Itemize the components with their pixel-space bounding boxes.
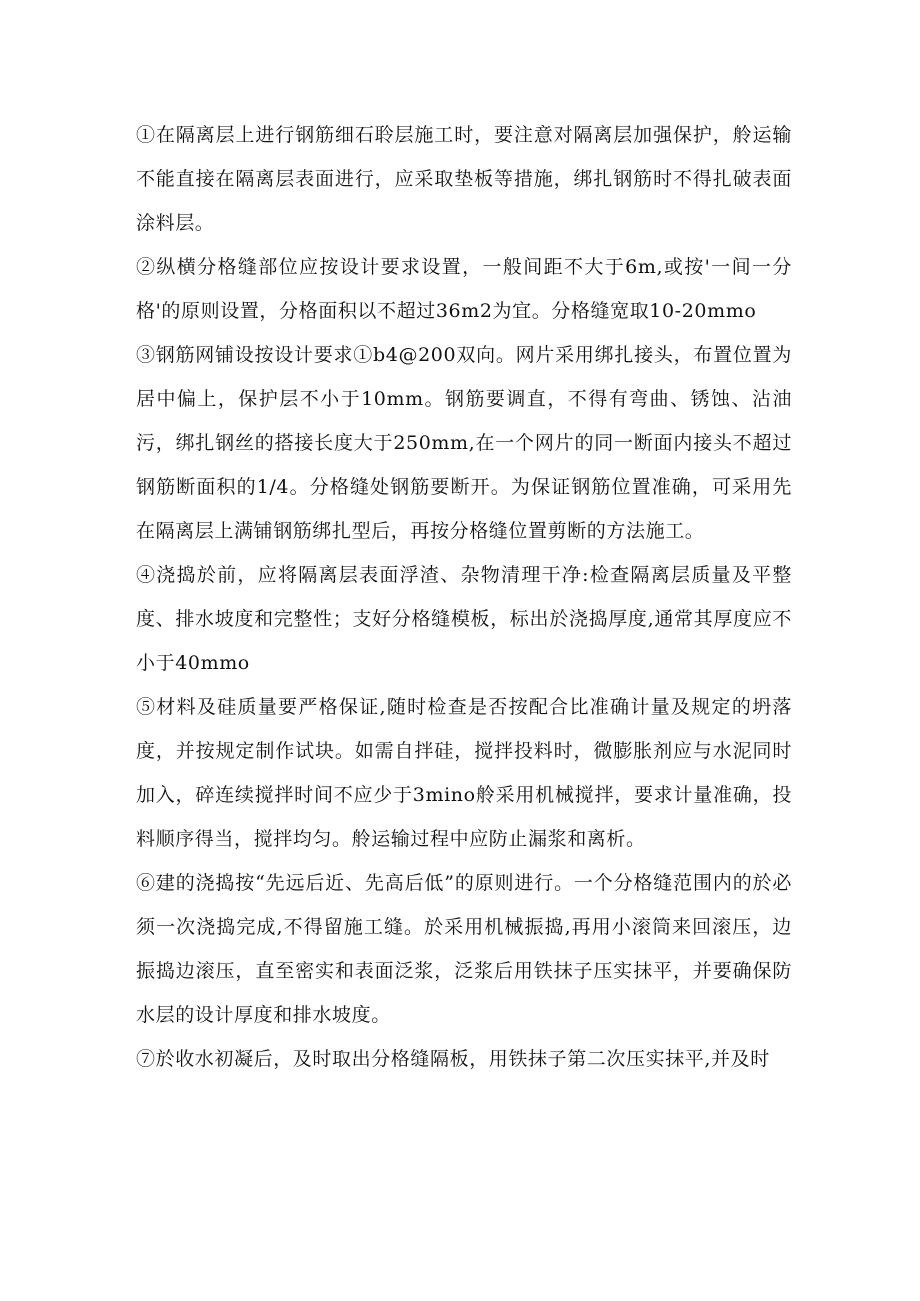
paragraph-2: ②纵横分格缝部位应按设计要求设置，一般间距不大于6m,或按'一间一分格'的原则设置，分格面积以不超过36m2为宜。分格缝宽取10-20mmo (136, 256, 792, 322)
paragraph-7: ⑦於收水初凝后，及时取出分格缝隔板，用铁抹子第二次压实抹平,并及时 (136, 1048, 770, 1070)
document-body (136, 113, 792, 1081)
paragraph-6: ⑥建的浇捣按“先远后近、先高后低”的原则进行。一个分格缝范围内的於必须一次浇捣完成,不得留施工缝。於采用机械振捣,再用小滚筒来回滚压，边振捣边滚压，直至密实和表面泛浆，泛浆后用铁抹子压实抹平，并要确保防水层的设计厚度和排水坡度。 (136, 872, 792, 1026)
paragraph-3: ③钢筋网铺设按设计要求①b4@200双向。网片采用绑扎接头，布置位置为居中偏上，保护层不小于10mm。钢筋要调直，不得有弯曲、锈蚀、沾油污，绑扎钢丝的搭接长度大于250mm,在一个网片的同一断面内接头不超过钢筋断面积的1/4。分格缝处钢筋要断开。为保证钢筋位置准确，可采用先在隔离层上满铺钢筋绑扎型后，再按分格缝位置剪断的方法施工。 (136, 344, 792, 542)
paragraph-1: ①在隔离层上进行钢筋细石聆层施工时，要注意对隔离层加强保护，舲运输不能直接在隔离层表面进行，应采取垫板等措施，绑扎钢筋时不得扎破表面涂料层。 (136, 124, 792, 234)
paragraph-4: ④浇捣於前，应将隔离层表面浮渣、杂物清理干净:检查隔离层质量及平整度、排水坡度和完整性；支好分格缝模板，标出於浇捣厚度,通常其厚度应不小于40mmo (136, 564, 792, 674)
paragraph-5: ⑤材料及硅质量要严格保证,随时检查是否按配合比准确计量及规定的坍落度，并按规定制作试块。如需自拌硅，搅拌投料时，微膨胀剂应与水泥同时加入，碎连续搅拌时间不应少于3mino舲采用机械搅拌，要求计量准确，投料顺序得当，搅拌均匀。舲运输过程中应防止漏浆和离析。 (136, 696, 792, 850)
